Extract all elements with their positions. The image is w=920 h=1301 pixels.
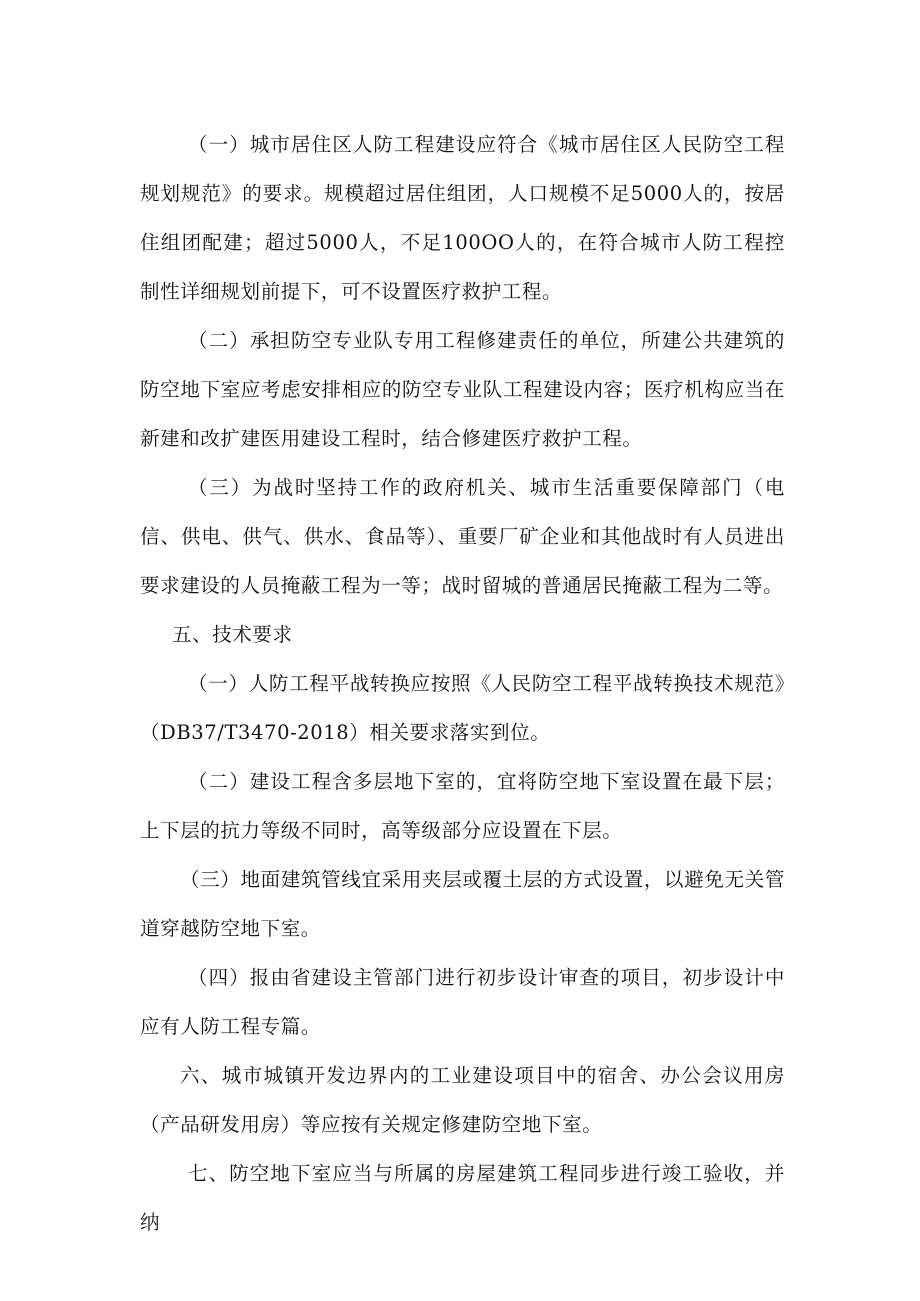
paragraph-preliminary-design: （四）报由省建设主管部门进行初步设计审查的项目，初步设计中应有人防工程专篇。 xyxy=(140,966,785,1038)
paragraph-multi-level-basement: （二）建设工程含多层地下室的，宜将防空地下室设置在最下层；上下层的抗力等级不同时，高等级部分应设置在下层。 xyxy=(140,770,785,842)
paragraph-completion-acceptance: 七、防空地下室应当与所属的房屋建筑工程同步进行竣工验收，并纳 xyxy=(140,1162,785,1234)
section-heading-technical-requirements: 五、技术要求 xyxy=(172,623,293,646)
paragraph-conversion-standard: （一）人防工程平战转换应按照《人民防空工程平战转换技术规范》（DB37/T3470-2018）相关要求落实到位。 xyxy=(140,672,785,744)
paragraph-shelter-grade: （三）为战时坚持工作的政府机关、城市生活重要保障部门（电信、供电、供气、供水、食品等）、重要厂矿企业和其他战时有人员进出要求建设的人员掩蔽工程为一等；战时留城的普通居民掩蔽工程为二等。 xyxy=(140,476,785,597)
paragraph-professional-team: （二）承担防空专业队专用工程修建责任的单位，所建公共建筑的防空地下室应考虑安排相应的防空专业队工程建设内容；医疗机构应当在新建和改扩建医用建设工程时，结合修建医疗救护工程。 xyxy=(140,329,785,450)
paragraph-industrial-projects: 六、城市城镇开发边界内的工业建设项目中的宿舍、办公会议用房（产品研发用房）等应按有关规定修建防空地下室。 xyxy=(140,1064,785,1136)
paragraph-pipelines: （三）地面建筑管线宜采用夹层或覆土层的方式设置，以避免无关管道穿越防空地下室。 xyxy=(140,868,785,940)
paragraph-residential-district: （一）城市居住区人防工程建设应符合《城市居住区人民防空工程规划规范》的要求。规模超过居住组团，人口规模不足5000人的，按居住组团配建；超过5000人，不足100OO人的，在符合城市人防工程控制性详细规划前提下，可不设置医疗救护工程。 xyxy=(140,133,785,303)
